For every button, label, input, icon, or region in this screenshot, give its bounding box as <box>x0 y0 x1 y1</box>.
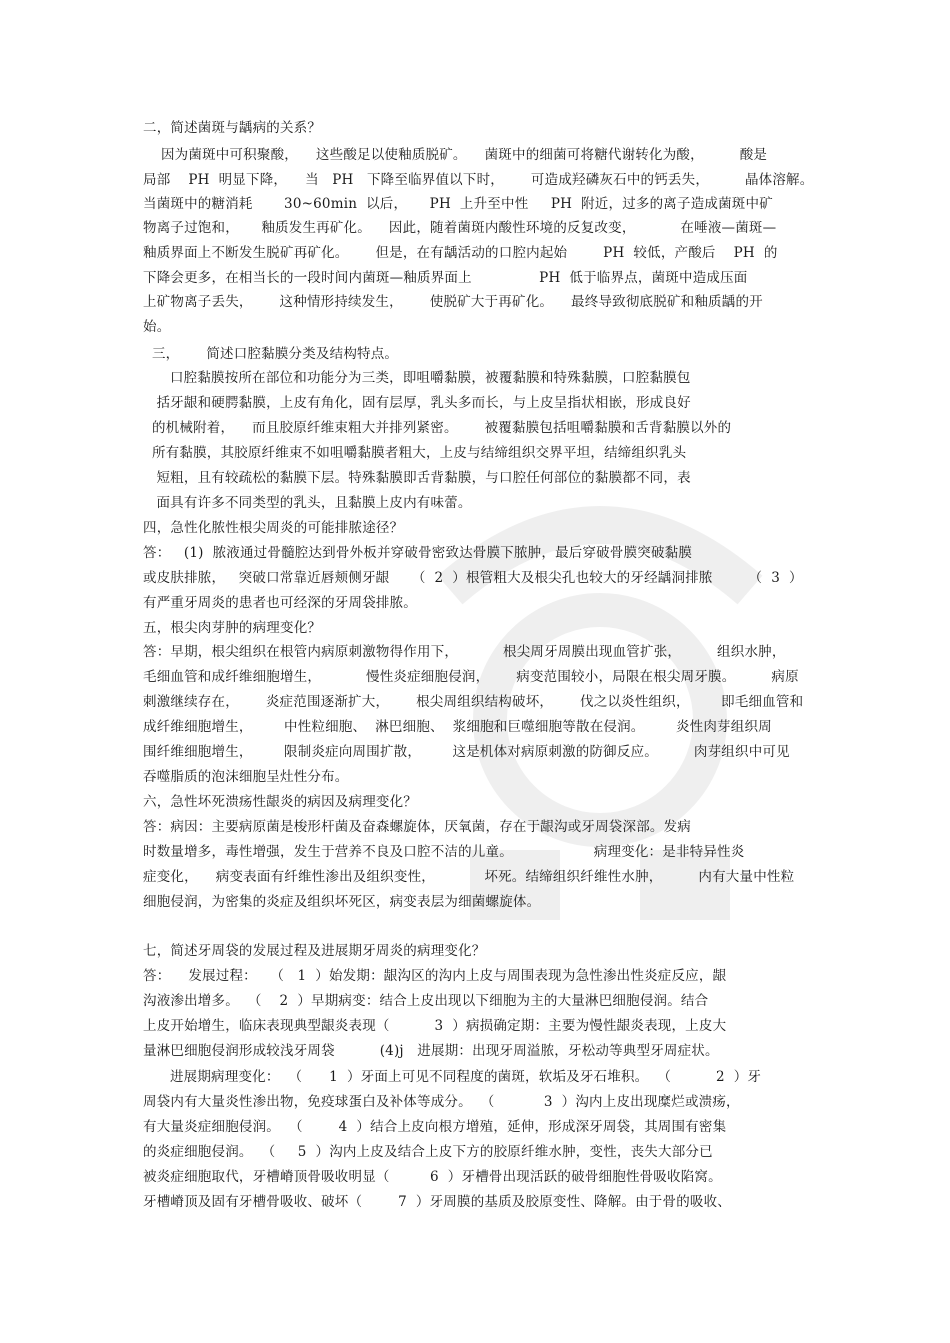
section-6-line: 症变化， 病变表面有纤维性渗出及组织变性， 坏死。结缔组织纤维性水肿， 内有大量中性粒 <box>143 869 795 885</box>
section-2-line: 上矿物离子丢失， 这种情形持续发生， 使脱矿大于再矿化。 最终导致彻底脱矿和釉质龋的开 <box>143 294 763 310</box>
section-5-line: 成纤维细胞增生， 中性粒细胞、 淋巴细胞、 浆细胞和巨噬细胞等散在侵润。 炎性肉芽组织周 <box>143 719 772 735</box>
section-4-line: 答： (1) 脓液通过骨髓腔达到骨外板并穿破骨密致达骨膜下脓肿，最后穿破骨膜突破黏膜 <box>143 545 693 561</box>
section-5-line: 吞噬脂质的泡沫细胞呈灶性分布。 <box>143 769 349 785</box>
section-5-line: 围纤维细胞增生， 限制炎症向周围扩散， 这是机体对病原刺激的防御反应。 肉芽组织中可见 <box>143 744 790 760</box>
section-3-line: 括牙龈和硬腭黏膜，上皮有角化，固有层厚，乳头多而长，与上皮呈指状相嵌，形成良好 <box>143 395 691 411</box>
section-7-line: 沟液渗出增多。 （ 2 ）早期病变：结合上皮出现以下细胞为主的大量淋巴细胞侵润。结合 <box>143 993 709 1009</box>
section-5-line: 答：早期，根尖组织在根管内病原刺激物得作用下， 根尖周牙周膜出现血管扩张， 组织水肿， <box>143 644 786 660</box>
section-6-line: 答：病因：主要病原菌是梭形杆菌及奋森螺旋体，厌氧菌，存在于龈沟或牙周袋深部。发病 <box>143 819 691 835</box>
section-6-title: 六，急性坏死溃疡性龈炎的病因及病理变化？ <box>143 794 417 810</box>
section-2-line: 釉质界面上不断发生脱矿再矿化。 但是，在有龋活动的口腔内起始 PH 较低，产酸后 PH 的 <box>143 245 778 261</box>
section-3-line: 的机械附着， 而且胶原纤维束粗大并排列紧密。 被覆黏膜包括咀嚼黏膜和舌背黏膜以外的 <box>143 420 732 436</box>
section-2-line: 始。 <box>143 319 171 335</box>
section-7-title: 七，简述牙周袋的发展过程及进展期牙周炎的病理变化？ <box>143 943 486 959</box>
section-3-line: 所有黏膜，其胶原纤维束不如咀嚼黏膜者粗大，上皮与结缔组织交界平坦，结缔组织乳头 <box>143 445 687 461</box>
section-7-line: 进展期病理变化： （ 1 ）牙面上可见不同程度的菌斑，软垢及牙石堆积。 （ 2 ）牙 <box>143 1069 762 1085</box>
section-5-title: 五，根尖肉芽肿的病理变化？ <box>143 620 322 636</box>
section-7-line: 量淋巴细胞侵润形成较浅牙周袋 (4)j 进展期：出现牙周溢脓，牙松动等典型牙周症状。 <box>143 1043 719 1059</box>
section-7-line: 有大量炎症细胞侵润。 （ 4 ）结合上皮向根方增殖，延伸，形成深牙周袋，其周围有密集 <box>143 1119 727 1135</box>
section-4-line: 有严重牙周炎的患者也可经深的牙周袋排脓。 <box>143 595 417 611</box>
section-7-line: 答： 发展过程： （ 1 ）始发期：龈沟区的沟内上皮与周围表现为急性渗出性炎症反应，龈 <box>143 968 727 984</box>
section-3-line: 口腔黏膜按所在部位和功能分为三类，即咀嚼黏膜，被覆黏膜和特殊黏膜，口腔黏膜包 <box>143 370 691 386</box>
section-7-line: 上皮开始增生，临床表现典型龈炎表现（ 3 ）病损确定期：主要为慢性龈炎表现，上皮大 <box>143 1018 727 1034</box>
section-7-line: 被炎症细胞取代，牙槽嵴顶骨吸收明显（ 6 ）牙槽骨出现活跃的破骨细胞性骨吸收陷窝。 <box>143 1169 722 1185</box>
section-2-line: 因为菌斑中可积聚酸， 这些酸足以使釉质脱矿。 菌斑中的细菌可将糖代谢转化为酸， 酸是 <box>143 147 768 163</box>
section-3-line: 面具有许多不同类型的乳头，且黏膜上皮内有味蕾。 <box>143 495 472 511</box>
section-2-line: 下降会更多，在相当长的一段时间内菌斑—釉质界面上 PH 低于临界点，菌斑中造成压面 <box>143 270 748 286</box>
section-2-title: 二，简述菌斑与龋病的关系？ <box>143 120 322 136</box>
section-5-line: 刺激继续存在， 炎症范围逐渐扩大， 根尖周组织结构破坏， 伐之以炎性组织， 即毛细血管和 <box>143 694 804 710</box>
section-7-line: 牙槽嵴顶及固有牙槽骨吸收、破坏（ 7 ）牙周膜的基质及胶原变性、降解。由于骨的吸收、 <box>143 1194 732 1210</box>
section-4-line: 或皮肤排脓， 突破口常靠近唇颊侧牙龈 （ 2 ）根管粗大及根尖孔也较大的牙经龋洞排脓 （ 3 ） <box>143 570 803 586</box>
section-7-line: 的炎症细胞侵润。 （ 5 ）沟内上皮及结合上皮下方的胶原纤维水肿，变性，丧失大部分已 <box>143 1144 713 1160</box>
section-2-line: 局部 PH 明显下降， 当 PH 下降至临界值以下时， 可造成羟磷灰石中的钙丢失， 晶体溶解。 <box>143 172 814 188</box>
section-3-title: 三， 简述口腔黏膜分类及结构特点。 <box>143 346 399 362</box>
section-3-line: 短粗，且有较疏松的黏膜下层。特殊黏膜即舌背黏膜，与口腔任何部位的黏膜都不同，表 <box>143 470 691 486</box>
section-2-line: 当菌斑中的糖消耗 30~60min 以后， PH 上升至中性 PH 附近，过多的离子造成菌斑中矿 <box>143 196 773 212</box>
section-2-line: 物离子过饱和， 釉质发生再矿化。 因此，随着菌斑内酸性环境的反复改变， 在唾液—菌斑— <box>143 220 777 236</box>
section-4-title: 四，急性化脓性根尖周炎的可能排脓途径？ <box>143 520 404 536</box>
section-5-line: 毛细血管和成纤维细胞增生， 慢性炎症细胞侵润， 病变范围较小，局限在根尖周牙膜。 病原 <box>143 669 799 685</box>
section-6-line: 时数量增多，毒性增强，发生于营养不良及口腔不洁的儿童。 病理变化：是非特异性炎 <box>143 844 745 860</box>
section-6-line: 细胞侵润，为密集的炎症及组织坏死区，病变表层为细菌螺旋体。 <box>143 894 541 910</box>
section-7-line: 周袋内有大量炎性渗出物，免疫球蛋白及补体等成分。 （ 3 ）沟内上皮出现糜烂或溃疡， <box>143 1094 740 1110</box>
